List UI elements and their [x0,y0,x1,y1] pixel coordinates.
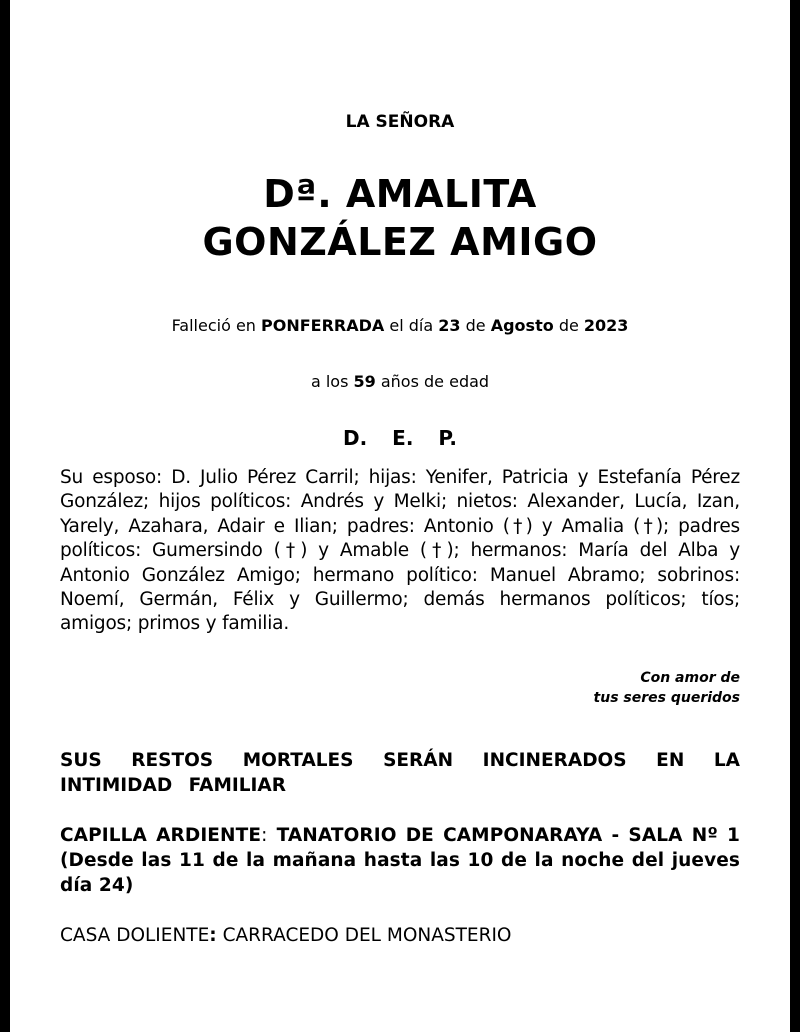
death-of2: de [558,316,579,335]
family-text: Su esposo: D. Julio Pérez Carril; hijas: Yenifer, Patricia y Estefanía Pérez González; hijos políticos: Andrés y Melki; nietos: Alexander, Lucía, Izan, Yarely, Azahara, Adair e Ilian; padres: Antonio (†) y Amalia (†); padres políticos: Gumersindo (†) y Amable (†); hermanos: María del Alba y Antonio González Amigo; hermano político: Manuel Abramo; sobrinos: Noemí, Germán, Félix y Guillermo; demás hermanos políticos; tíos; amigos; primos y familia. [60,467,740,635]
death-day: 23 [438,316,461,335]
age-suffix: años de edad [380,372,490,391]
deceased-name-line1: Dª. AMALITA [263,172,537,216]
signature-line1: Con amor de [640,670,740,686]
death-of1: de [465,316,486,335]
age-years: 59 [353,372,376,391]
death-prefix: Falleció en [171,316,256,335]
death-year: 2023 [583,316,629,335]
chapel-label: CAPILLA ARDIENTE [60,825,262,846]
home-notice [60,925,512,946]
signature [594,668,740,708]
age-prefix: a los [310,372,349,391]
deceased-name-line2: GONZÁLEZ AMIGO [202,220,598,264]
title-label: LA SEÑORA [345,112,455,132]
death-month: Agosto [490,316,554,335]
deceased-name [10,170,790,266]
death-place: PONFERRADA [261,316,385,335]
ashes-notice: SUS RESTOS MORTALES SERÁN INCINERADOS EN LA INTIMIDAD FAMILIAR [60,750,740,796]
home-value: CARRACEDO DEL MONASTERIO [222,925,512,946]
home-label: CASA DOLIENTE [60,925,210,946]
chapel-value: TANATORIO DE CAMPONARAYA - SALA Nº 1 (Desde las 11 de la mañana hasta las 10 de la noche del jueves día 24) [60,825,740,896]
age-info [10,372,790,391]
chapel-notice [60,823,740,898]
death-day-prefix: el día [389,316,434,335]
death-info [10,316,790,335]
signature-line2: tus seres queridos [593,690,740,706]
chapel-separator: : [261,825,268,846]
rip-label: D. E. P. [343,426,457,450]
home-separator: : [209,925,217,946]
obituary-page [10,0,790,1032]
